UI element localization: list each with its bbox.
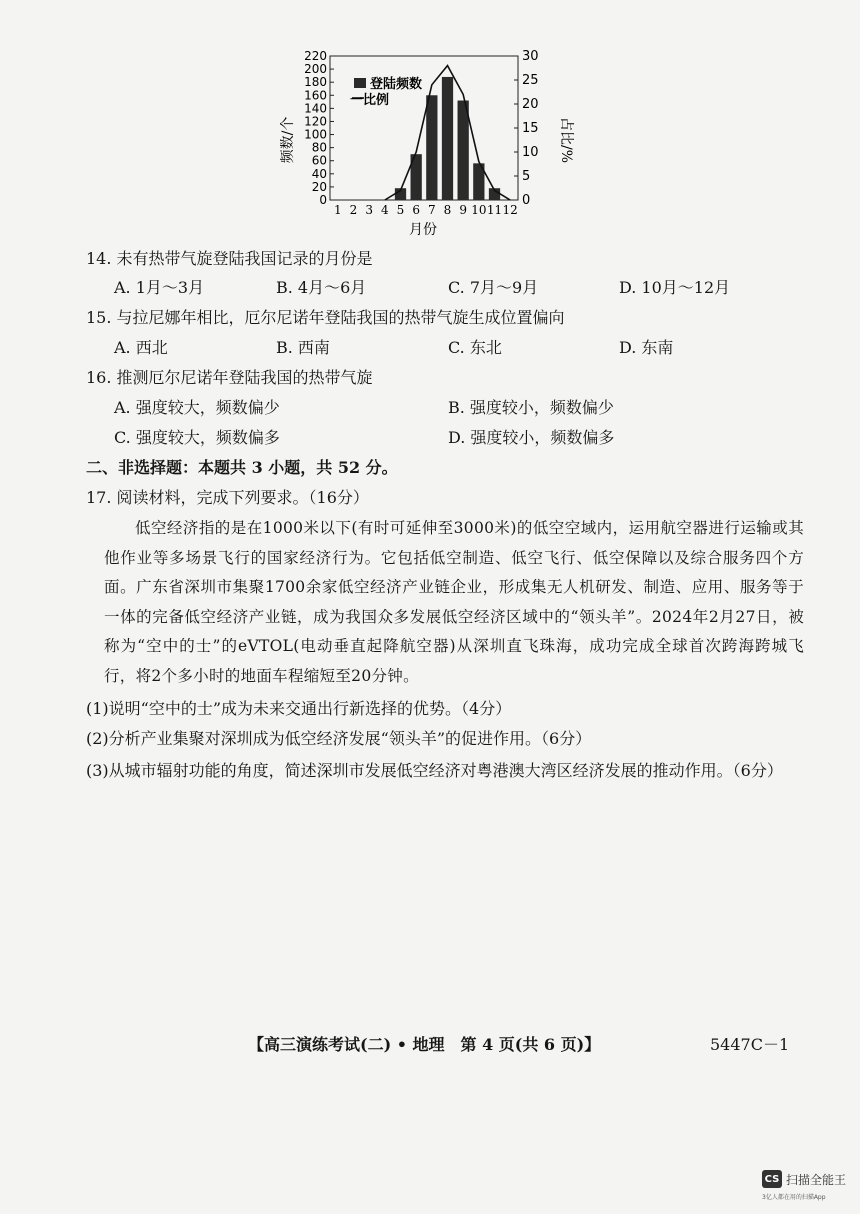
x-tick-label: 2 (349, 203, 358, 217)
x-axis-label: 月份 (409, 222, 437, 238)
x-tick-label: 9 (459, 203, 467, 217)
section-2-heading: 二、非选择题：本题共 3 小题，共 52 分。 (86, 458, 398, 477)
watermark-tagline: 3亿人都在用的扫描App (762, 1194, 826, 1201)
y2-tick-label: 30 (522, 49, 539, 64)
x-tick-label: 4 (381, 203, 389, 217)
q16-option-a[interactable]: A. 强度较大，频数偏少 (114, 398, 280, 417)
y2-tick-label: 20 (522, 97, 539, 112)
x-tick-label: 1 (334, 203, 342, 217)
q16-stem: 16. 推测厄尔尼诺年登陆我国的热带气旋 (86, 368, 373, 387)
paper-code: 5447C－1 (710, 1035, 790, 1054)
bar-8 (442, 77, 453, 200)
q17-stem: 17. 阅读材料，完成下列要求。（16分） (86, 488, 369, 507)
y-axis-label: 频数/个 (280, 116, 296, 164)
x-tick-label: 7 (428, 203, 436, 217)
scanner-watermark (762, 1170, 846, 1188)
watermark-name: 扫描全能王 (786, 1172, 847, 1187)
y2-axis-label: 占比/% (558, 116, 574, 164)
q14-option-b[interactable]: B. 4月～6月 (276, 278, 367, 297)
x-tick-label: 10 (471, 203, 487, 217)
y2-tick-label: 25 (522, 73, 539, 88)
q16-option-b[interactable]: B. 强度较小，频数偏少 (448, 398, 614, 417)
y2-tick-label: 0 (522, 193, 531, 208)
y-tick-label: 0 (319, 193, 327, 207)
y-tick-label: 180 (304, 75, 327, 90)
q17-sub1: (1)说明“空中的士”成为未来交通出行新选择的优势。（4分） (86, 699, 512, 718)
y-tick-label: 40 (311, 166, 327, 181)
y-tick-label: 60 (311, 153, 327, 168)
y-tick-label: 140 (304, 101, 327, 116)
x-tick-label: 11 (486, 203, 503, 217)
q16-option-d[interactable]: D. 强度较小，频数偏多 (448, 428, 615, 447)
legend-bar-label: 登陆频数 (370, 77, 423, 92)
bar-7 (426, 95, 437, 200)
y-tick-label: 100 (304, 127, 327, 142)
y-tick-label: 200 (304, 62, 327, 77)
page-footer: 【高三演练考试(二) • 地理 第 4 页(共 6 页)】 (248, 1035, 601, 1054)
q17-material: 低空经济指的是在1000米以下(有时可延伸至3000米)的低空空域内，运用航空器进行运输或其他作业等多场景飞行的国家经济行为。它包括低空制造、低空飞行、低空保障以及综合服务四个方面。广东省深圳市集聚1700余家低空经济产业链企业，形成集无人机研发、制造、应用、服务等于一体的完备低空经济产业链，成为我国众多发展低空经济区域中的“领头羊”。2024年2月27日，被称为“空中的士”的eVTOL(电动垂直起降航空器)从深圳直飞珠海，成功完成全球首次跨海跨城飞行，将2个多小时的地面车程缩短至20分钟。 (104, 519, 804, 685)
q17-sub3: (3)从城市辐射功能的角度，简述深圳市发展低空经济对粤港澳大湾区经济发展的推动作用。（6分） (86, 761, 783, 780)
q15-option-d[interactable]: D. 东南 (619, 338, 674, 357)
q15-option-a[interactable]: A. 西北 (114, 338, 168, 357)
bar-9 (458, 101, 469, 200)
y2-tick-label: 10 (522, 145, 539, 160)
y-tick-label: 120 (304, 114, 327, 129)
y-tick-label: 160 (304, 88, 327, 103)
q14-option-d[interactable]: D. 10月～12月 (619, 278, 731, 297)
x-tick-label: 6 (412, 203, 420, 217)
q17-sub2: (2)分析产业集聚对深圳成为低空经济发展“领头羊”的促进作用。（6分） (86, 729, 592, 748)
y2-tick-label: 5 (522, 169, 531, 184)
x-tick-label: 8 (443, 203, 452, 217)
cs-logo-icon: CS (762, 1170, 782, 1188)
y-tick-label: 80 (311, 140, 327, 155)
tropical-cyclone-chart (268, 42, 574, 238)
x-tick-label: 5 (396, 203, 405, 217)
q14-option-c[interactable]: C. 7月～9月 (448, 278, 539, 297)
q15-option-c[interactable]: C. 东北 (448, 338, 502, 357)
q15-option-b[interactable]: B. 西南 (276, 338, 330, 357)
legend-line-label: 一比例 (350, 93, 390, 108)
x-tick-label: 12 (502, 203, 518, 217)
plot-frame (330, 56, 518, 200)
legend-bar-swatch (354, 78, 366, 88)
q15-stem: 15. 与拉尼娜年相比，厄尔尼诺年登陆我国的热带气旋生成位置偏向 (86, 308, 565, 327)
q14-option-a[interactable]: A. 1月～3月 (114, 278, 205, 297)
y2-tick-label: 15 (522, 121, 539, 136)
y-tick-label: 220 (304, 49, 327, 63)
y-tick-label: 20 (311, 179, 327, 194)
x-tick-label: 3 (365, 203, 373, 217)
q16-option-c[interactable]: C. 强度较大，频数偏多 (114, 428, 280, 447)
q14-stem: 14. 未有热带气旋登陆我国记录的月份是 (86, 249, 373, 268)
